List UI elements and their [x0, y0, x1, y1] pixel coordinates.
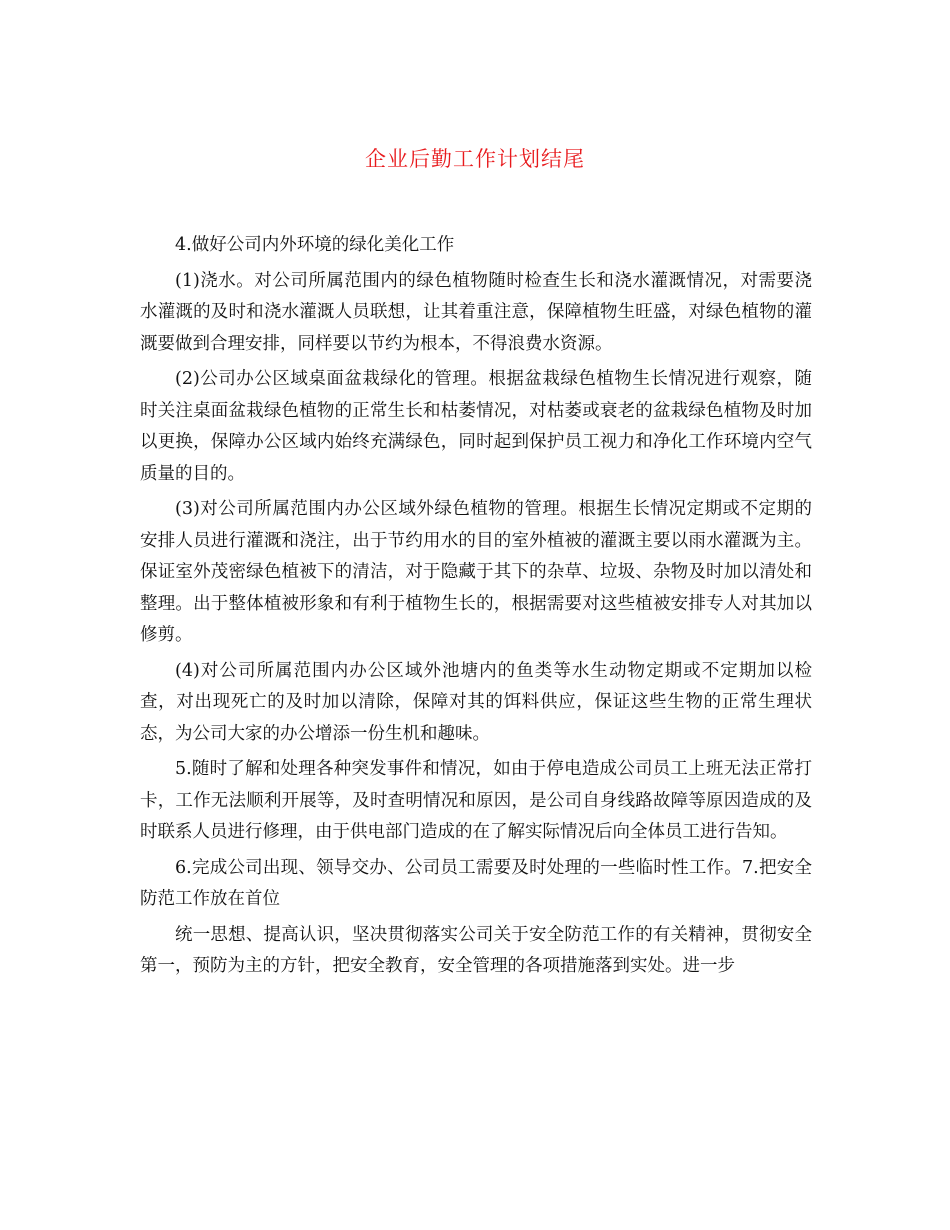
paragraph-pond: (4)对公司所属范围内办公区域外池塘内的鱼类等水生动物定期或不定期加以检查，对出现死亡的及时加以清除，保障对其的饵料供应，保证这些生物的正常生理状态，为公司大家的办公增添一份生机和趣味。 [140, 660, 812, 744]
paragraph-safety: 统一思想、提高认识，坚决贯彻落实公司关于安全防范工作的有关精神，贯彻安全第一，预防为主的方针，把安全教育，安全管理的各项措施落到实处。进一步 [140, 924, 812, 976]
paragraph-watering: (1)浇水。对公司所属范围内的绿色植物随时检查生长和浇水灌溉情况，对需要浇水灌溉的及时和浇水灌溉人员联想，让其着重注意，保障植物生旺盛，对绿色植物的灌溉要做到合理安排，同样要以节约为根本，不得浪费水资源。 [140, 270, 812, 354]
document-title: 企业后勤工作计划结尾 [365, 147, 585, 171]
paragraph-outdoor-plants: (3)对公司所属范围内办公区域外绿色植物的管理。根据生长情况定期或不定期的安排人员进行灌溉和浇注，出于节约用水的目的室外植被的灌溉主要以雨水灌溉为主。保证室外茂密绿色植被下的清洁，对于隐藏于其下的杂草、垃圾、杂物及时加以清处和整理。出于整体植被形象和有利于植物生长的，根据需要对这些植被安排专人对其加以修剪。 [140, 499, 812, 645]
paragraph-emergencies: 5.随时了解和处理各种突发事件和情况，如由于停电造成公司员工上班无法正常打卡，工作无法顺利开展等，及时查明情况和原因，是公司自身线路故障等原因造成的及时联系人员进行修理，由于供电部门造成的在了解实际情况后向全体员工进行告知。 [140, 759, 812, 842]
document-body [140, 230, 812, 987]
paragraph-desk-plants: (2)公司办公区域桌面盆栽绿化的管理。根据盆栽绿色植物生长情况进行观察，随时关注桌面盆栽绿色植物的正常生长和枯萎情况，对枯萎或衰老的盆栽绿色植物及时加以更换，保障办公区域内始终充满绿色，同时起到保护员工视力和净化工作环境内空气质量的目的。 [140, 369, 812, 484]
paragraph-temporary-tasks: 6.完成公司出现、领导交办、公司员工需要及时处理的一些临时性工作。7.把安全防范工作放在首位 [140, 857, 812, 909]
paragraph-greening-heading: 4.做好公司内外环境的绿化美化工作 [175, 235, 455, 255]
